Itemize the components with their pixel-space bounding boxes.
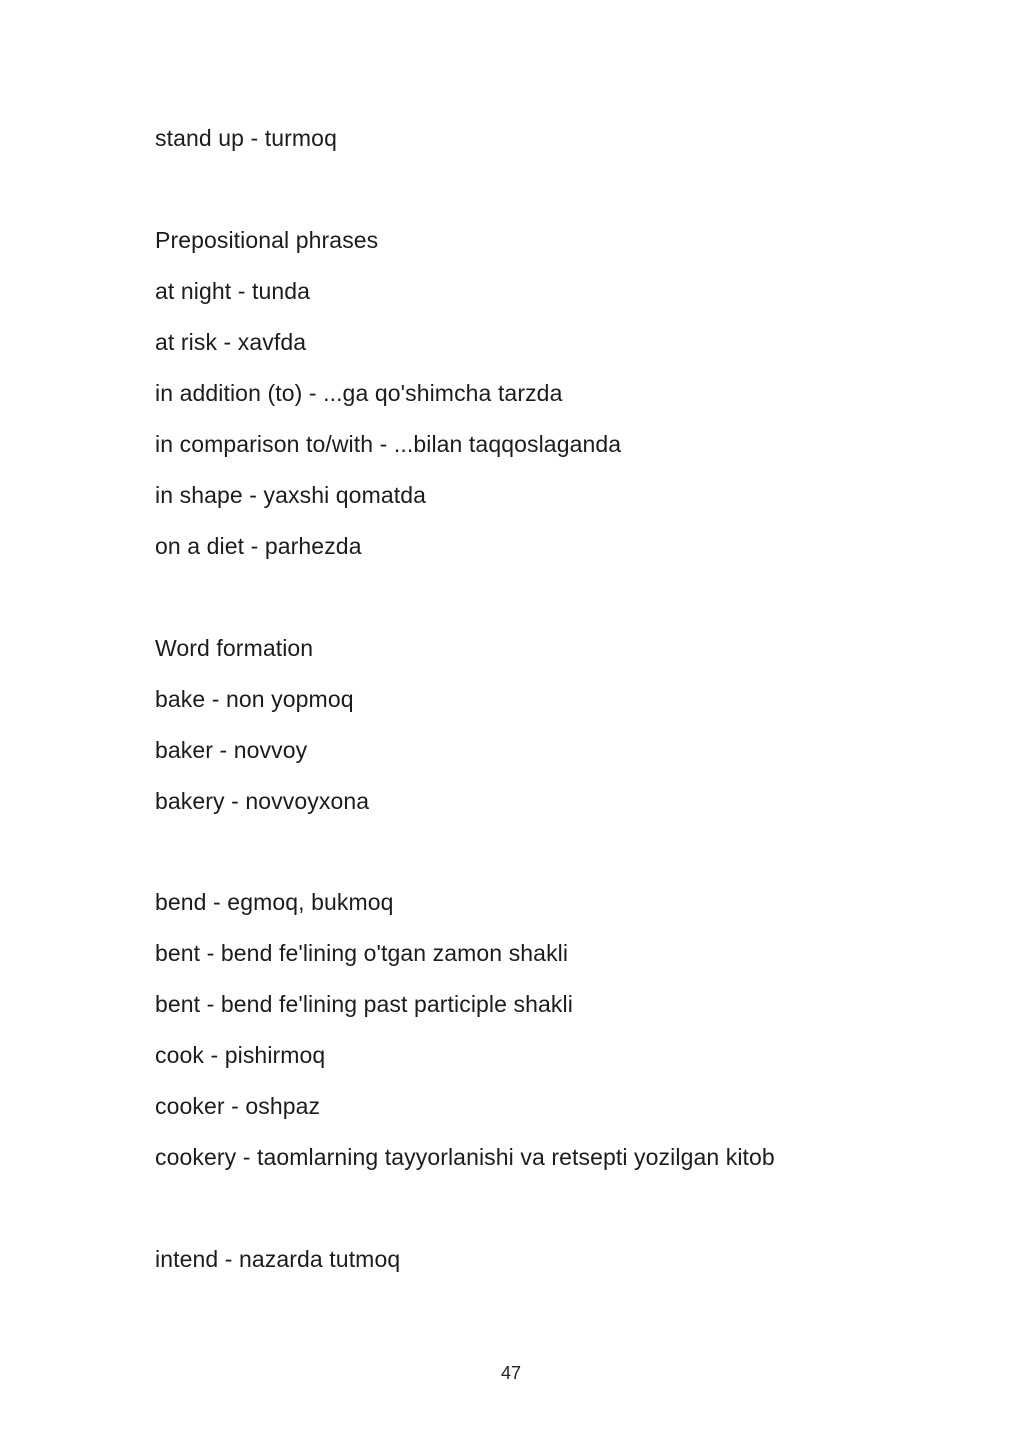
vocab-entry-in-shape: in shape - yaxshi qomatda [155, 482, 426, 508]
vocab-entry-bent-past: bent - bend fe'lining o'tgan zamon shakli [155, 940, 569, 966]
vocab-entry-at-risk: at risk - xavfda [155, 329, 307, 355]
section-heading-prepositional-phrases: Prepositional phrases [155, 227, 379, 253]
vocab-entry-cook: cook - pishirmoq [155, 1042, 326, 1068]
vocab-entry-intend: intend - nazarda tutmoq [155, 1246, 401, 1272]
page-number: 47 [500, 1363, 522, 1383]
vocab-entry-in-addition: in addition (to) - ...ga qo'shimcha tarzda [155, 380, 563, 406]
vocab-entry-on-a-diet: on a diet - parhezda [155, 533, 362, 559]
vocab-entry-bake: bake - non yopmoq [155, 686, 354, 712]
vocab-entry-bakery: bakery - novvoyxona [155, 788, 370, 814]
vocab-entry-bent-participle: bent - bend fe'lining past participle shakli [155, 991, 573, 1017]
vocab-entry-stand-up: stand up - turmoq [155, 125, 337, 151]
vocab-entry-cooker: cooker - oshpaz [155, 1093, 321, 1119]
vocab-entry-in-comparison: in comparison to/with - ...bilan taqqoslaganda [155, 431, 622, 457]
vocab-entry-cookery: cookery - taomlarning tayyorlanishi va retsepti yozilgan kitob [155, 1144, 775, 1170]
vocab-entry-bend: bend - egmoq, bukmoq [155, 889, 394, 915]
section-heading-word-formation: Word formation [155, 635, 314, 661]
vocab-entry-baker: baker - novvoy [155, 737, 308, 763]
vocab-entry-at-night: at night - tunda [155, 278, 311, 304]
